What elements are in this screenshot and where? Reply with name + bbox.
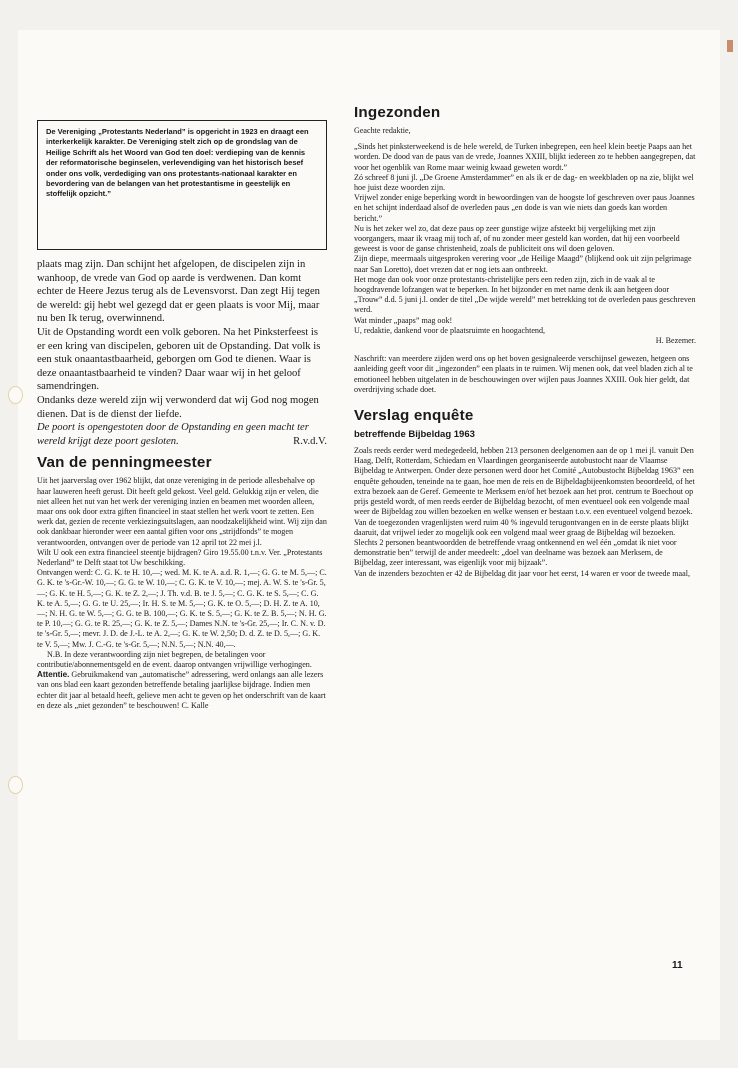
enquete-paragraph: Zoals reeds eerder werd medegedeeld, hebben 213 personen deelgenomen aan de op 1 mei jl. vanuit Den Haag, Delft, Rotterdam, Schiedam en Vlaardingen georganiseerde autobustocht naar de Vlaamse Bijbeldag te Antwerpen. Onder deze personen werd door het Comité „Autobustocht Bijbeldag 1963” een enquête gehouden, teneinde na te gaan, hoe men de reis en de Bijbeldagbijeenkomsten beoordeeld, of het extra bezoek aan de Geref. Gemeente te Merksem en/of het bezoek aan het prot. centrum te Boechout op prijs gesteld wordt, of men reeds eerder de Bijbeldag bezocht, of men eventueel ook een volgende maal weer de Bijbeldag zou willen bezoeken en welke wensen er bestaan t.o.v. een eventueel volgend bezoek.	[354, 446, 695, 517]
attention-text: Gebruikmakend van „automatische” adressering, werd onlangs aan alle lezers van ons blad een kaart gezonden betreffende betaling jaarlijkse bijdrage. Indien men echter dit jaar al betaald heeft, gelieve men acht te geven op het onderschrift van de kaart en deze als „niet gezonden” te beschouwen! C. Kalle	[37, 670, 326, 710]
heading-enquete: Verslag enquête	[354, 407, 474, 425]
letter-paragraph: U, redaktie, dankend voor de plaatsruimte en hoogachtend,	[354, 325, 546, 335]
letter-paragraph: Het moge dan ook voor onze protestants-christelijke pers een reden zijn, zich in de vaak al te hoogdravende lofzangen wat te beperken. In het bijzonder en met name denk ik aan hetgeen door „Trouw” d.d. 5 juni j.l. onder de titel „De wijde wereld” met betrekking tot de overleden paus geschreven werd.	[354, 274, 696, 315]
left-column	[37, 258, 327, 711]
sermon-paragraph: plaats mag zijn. Dan schijnt het afgelopen, de discipelen zijn in wanhoop, de vrede van God op aarde is verdwenen. Dan komt echter de Heere Jezus terug als de Levensvorst. Dan zegt Hij tegen de wereld: gij hebt wel gezegd dat er geen plaats is voor Mij, maar nu ben Ik terug, overwinnend.	[37, 259, 320, 325]
sermon-paragraph: Uit de Opstanding wordt een volk geboren. Na het Pinksterfeest is er een kring van discipelen, geboren uit de Opstanding. Dat volk is een stuk onaantastbaarheid, geborgen om God te dienen. Waar is deze onaantastbaarheid te vinden? Daar waar wij in het geloof samendringen.	[37, 326, 321, 393]
enquete-text	[354, 446, 696, 579]
attention-paragraph	[37, 670, 327, 711]
sermon-closing: De poort is opengestoten door de Opstanding en geen macht ter wereld krijgt deze poort gesloten.	[37, 422, 309, 447]
treasurer-note: N.B. In deze verantwoording zijn niet begrepen, de betalingen voor contributie/abonnementsgeld en de event. daarop ontvangen vrijwillige verhogingen.	[37, 649, 312, 669]
punch-hole	[8, 386, 23, 404]
letter-salutation: Geachte redaktie,	[354, 126, 411, 135]
letter-signature: H. Bezemer.	[655, 336, 696, 346]
treasurer-text	[37, 476, 327, 711]
sermon-text	[37, 258, 327, 448]
letter-text	[354, 126, 696, 395]
association-info-box	[37, 120, 327, 250]
letter-paragraph: Nu is het zeker wel zo, dat deze paus op zeer gunstige wijze afsteekt bij vergelijking met zijn voorgangers, maar ik vraag mij toch af, of nu zonder meer gesteld kan worden, dat hij een voorbeeld geweest is voor de ganse christenheid, zoals de publiciteit ons wil doen geloven.	[354, 223, 680, 254]
letter-paragraph: „Sinds het pinksterweekend is de hele wereld, de Turken inbegrepen, een heel klein beetje Paaps aan het worden. De dood van de paus van de vrede, Joannes XXIII, blijkt iedereen zo te hebben aangegrepen, dat voor het ogenblik van Rome maar weinig kwaad geweten wordt.”	[354, 142, 696, 172]
heading-ingezonden: Ingezonden	[354, 104, 441, 121]
treasurer-paragraph: Wilt U ook een extra financieel steentje bijdragen? Giro 19.55.00 t.n.v. Ver. „Protestants Nederland” te Delft staat tot Uw beschikking.	[37, 547, 323, 567]
sermon-paragraph: Ondanks deze wereld zijn wij verwonderd dat wij God nog mogen dienen. Dat is de dienst der liefde.	[37, 394, 319, 420]
postscript: Naschrift: van meerdere zijden werd ons op het boven gesignaleerde verschijnsel gewezen, hetgeen ons aanleiding geeft voor dit „ingezonden” een plaats in te ruimen. Wij menen ook, dat veel bladen zich al te emotioneel hebben uitgelaten in de beschouwingen over wijlen paus Joannes XXIII. Ook hier geldt, dat overdrijving schade doet.	[354, 354, 693, 394]
page-edge-mark	[727, 40, 733, 52]
enquete-paragraph: Van de toegezonden vragenlijsten werd ruim 40 % ingevuld terugontvangen en in de eerste plaats blijkt daaruit, dat vrijwel ieder zo mogelijk ook een volgend maal weer graag de Bijbeldag wil bezoeken. Slechts 2 personen beantwoordden de betreffende vraag ontkennend en wel één „omdat ik niet voor demonstratie ben” terwijl de ander meedeelt: „doel van deelname was bezoek aan Merksem, de Bijbeldag, zeer interessant, was eigenlijk voor mij bijzaak”.	[354, 517, 689, 568]
box-text: De Vereniging „Protestants Nederland” is opgericht in 1923 en draagt een interkerkelijk karakter. De Vereniging stelt zich op de grondslag van de Heilige Schrift als het Woord van God ten doel: verdieping van de kennis der reformatorische beginselen, verlevendiging van het historisch besef onder ons volk, verdediging van ons protestants-nationaal karakter en bevordering van de belangen van het protestantisme in geestelijk en stoffelijk opzicht.”	[46, 127, 309, 199]
page-number: 11	[672, 960, 683, 971]
donation-list: Ontvangen werd: C. G. K. te H. 10,—; wed. M. K. te A. a.d. R. 1,—; G. G. te M. 5,—; C. G. K. te 's-Gr.-W. 10,—; G. G. te W. 10,—; C. G. K. te V. 10,—; mej. A. W. S. te 's-Gr. 5,—; G. K. te H. 5,—; G. K. te Z. 2,—; J. Th. v.d. B. te J. 5,—; C. G. K. te S. 5,—; C. G. K. te A. 5,—; G. G. te U. 25,—; Ir. H. S. te M. 5,—; G. K. te O. 5,—; D. H. Z. te A. 10,—; N. H. G. te W. 5,—; G. G. te B. 100,—; G. K. te S. 5,—; G. K. te Z. B. 5,—; N. H. G. te P. 10,—; G. G. te R. 25,—; G. K. te Z. 5,—; Dames N.N. te 's-Gr. 25,—; Ir. C. N. v. D. te 's-Gr. 5,—; mevr. J. D. de J.-L. te A. 2,—; G. K. te W. 2,50; D. d. Z. te D. 5,—; G. K. te V. 5,—; Mw. J. C.-G. te 's-Gr. 5,—; N.N. 5,—; N.N. 40,—.	[37, 568, 327, 649]
punch-hole	[8, 776, 23, 794]
right-column	[354, 104, 696, 579]
attention-label: Attentie.	[37, 670, 70, 680]
subheading-enquete: betreffende Bijbeldag 1963	[354, 429, 475, 441]
letter-paragraph: Wat minder „paaps” mag ook!	[354, 315, 453, 325]
letter-paragraph: Vrijwel zonder enige beperking wordt in bewoordingen van de hoogste lof geschreven over paus Joannes en het schijnt inderdaad alsof de overleden paus „en dode is van wie niets dan goeds kan worden bericht.”	[354, 193, 695, 223]
heading-penningmeester: Van de penningmeester	[37, 454, 212, 472]
letter-paragraph: Zó schreef 8 juni jl. „De Groene Amsterdammer” en als ik er de dag- en weekbladen op na zie, blijkt wel hoe juist deze woorden zijn.	[354, 172, 694, 193]
letter-paragraph: Zijn diepe, meermaals uitgesproken verering voor „de Heilige Maagd” (blijkend ook uit zijn pelgrimage naar San Loretto), doet vrezen dat er nog iets aan ontbreekt.	[354, 254, 692, 274]
enquete-paragraph: Van de inzenders bezochten er 42 de Bijbeldag dit jaar voor het eerst, 14 waren er voor de tweede maal,	[354, 568, 690, 578]
treasurer-paragraph: Uit het jaarverslag over 1962 blijkt, dat onze vereniging in de periode allesbehalve op haar lauweren heeft gerust. Dit heeft geld gekost. Veel geld. Gelukkig zijn er velen, die niet alleen het nut van het werk der vereniging inzien en beamen met woorden alleen, maar ons ook door extra giften financieel in staat stellen het werk voort te zetten. Een werk dat, gezien de recente verkiezingsuitslagen, aan noodzakelijkheid wint. Wij zijn dan ook dankbaar hieronder weer een aantal giften voor ons „strijdfonds” te mogen verantwoorden, ontvangen over de periode van 12 april tot 22 mei j.l.	[37, 476, 327, 547]
sermon-signature: R.v.d.V.	[293, 435, 327, 447]
sermon-paragraph	[37, 421, 327, 448]
